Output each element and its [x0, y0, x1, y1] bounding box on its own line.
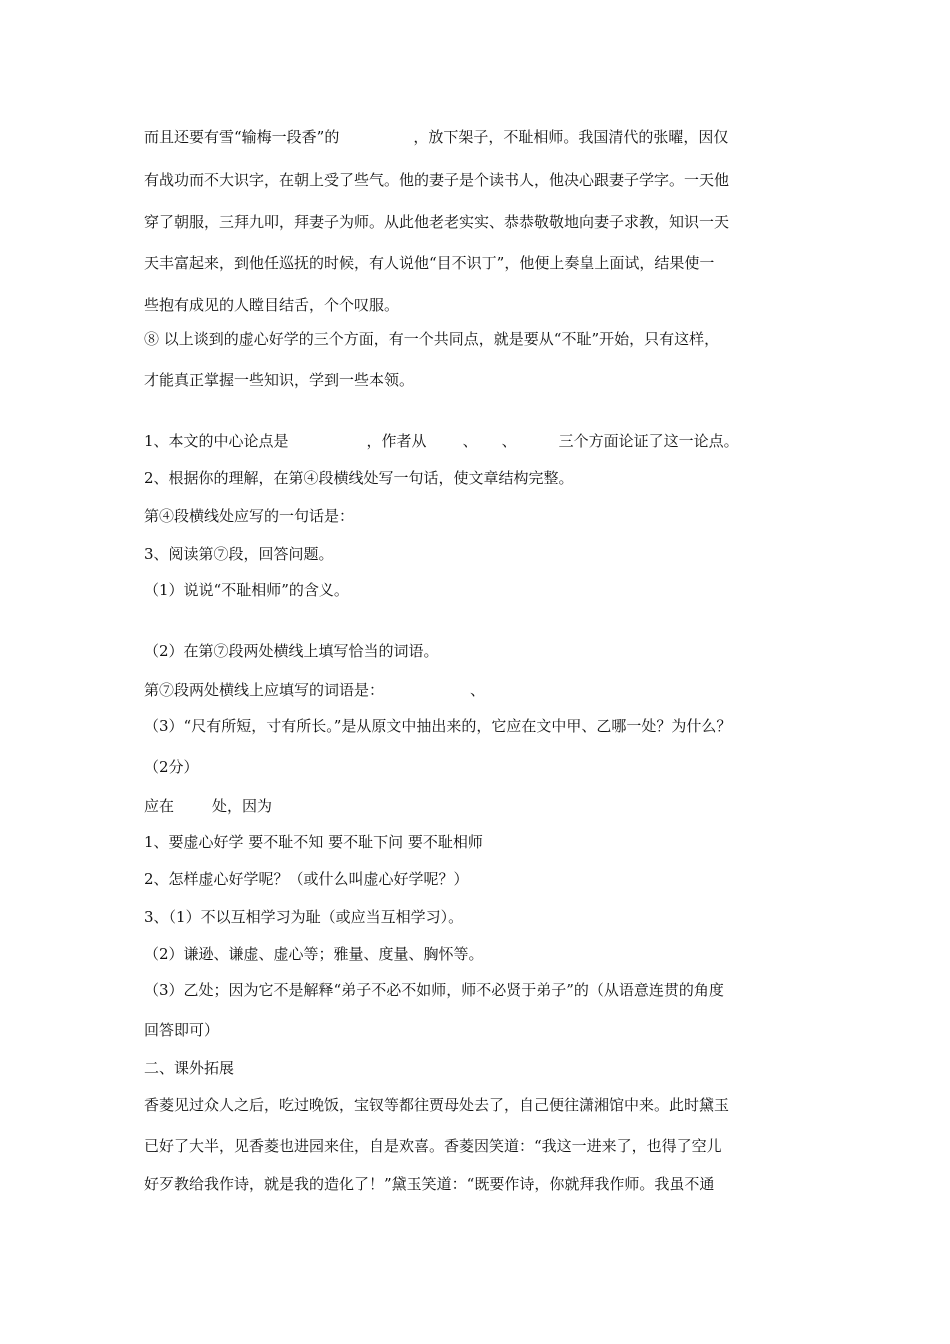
- question-3-3-score: （2分）: [144, 758, 199, 776]
- question-1: 1、本文的中心论点是 ，作者从 、 、 三个方面论证了这一论点。: [144, 432, 739, 450]
- answer-2: 2、怎样虚心好学呢？（或什么叫虚心好学呢？）: [144, 870, 469, 888]
- question-2: 2、根据你的理解，在第④段横线处写一句话，使文章结构完整。: [144, 469, 574, 487]
- paragraph-7-line-2: 有战功而不大识字，在朝上受了些气。他的妻子是个读书人，他决心跟妻子学字。一天他: [144, 171, 730, 189]
- section-heading: 二、课外拓展: [144, 1059, 235, 1077]
- paragraph-7-line-5: 些抱有成见的人瞠目结舌，个个叹服。: [144, 296, 400, 314]
- answer-3-3-line-2: 回答即可）: [144, 1021, 220, 1039]
- answer-1: 1、要虚心好学 要不耻不知 要不耻下问 要不耻相师: [144, 833, 483, 851]
- question-3-1: （1）说说“不耻相师”的含义。: [144, 581, 349, 599]
- answer-3-3-line-1: （3）乙处；因为它不是解释“弟子不必不如师，师不必贤于弟子”的（从语意连贯的角度: [144, 981, 724, 999]
- paragraph-8-line-1: ⑧ 以上谈到的虚心好学的三个方面，有一个共同点，就是要从“不耻”开始，只有这样，: [144, 330, 720, 348]
- paragraph-7-line-4: 天丰富起来，到他任巡抚的时候，有人说他“目不识丁”，他便上奏皇上面试，结果使一: [144, 254, 715, 272]
- answer-3-2: （2）谦逊、谦虚、虚心等；雅量、度量、胸怀等。: [144, 945, 484, 963]
- answer-3-1: 3、（1）不以互相学习为耻（或应当互相学习）。: [144, 908, 464, 926]
- question-2-answer-prompt: 第④段横线处应写的一句话是：: [144, 507, 355, 525]
- question-3-2: （2）在第⑦段两处横线上填写恰当的词语。: [144, 642, 439, 660]
- question-3-3-prompt: 应在 处，因为: [144, 797, 273, 815]
- question-3-2-prompt: 第⑦段两处横线上应填写的词语是： 、: [144, 681, 486, 699]
- paragraph-8-line-2: 才能真正掌握一些知识，学到一些本领。: [144, 371, 415, 389]
- extension-line-3: 好歹教给我作诗，就是我的造化了！”黛玉笑道：“既要作诗，你就拜我作师。我虽不通: [144, 1175, 715, 1193]
- question-3: 3、阅读第⑦段，回答问题。: [144, 545, 334, 563]
- paragraph-7-line-1: 而且还要有雪“输梅一段香”的 ，放下架子，不耻相师。我国清代的张曜，因仅: [144, 128, 729, 146]
- extension-line-2: 已好了大半，见香菱也进园来住，自是欢喜。香菱因笑道：“我这一进来了，也得了空儿: [144, 1137, 722, 1155]
- extension-line-1: 香菱见过众人之后，吃过晚饭，宝钗等都往贾母处去了，自己便往潇湘馆中来。此时黛玉: [144, 1096, 730, 1114]
- question-3-3: （3）“尺有所短，寸有所长。”是从原文中抽出来的，它应在文中甲、乙哪一处？为什么？: [144, 717, 732, 735]
- paragraph-7-line-3: 穿了朝服，三拜九叩，拜妻子为师。从此他老老实实、恭恭敬敬地向妻子求教，知识一天: [144, 213, 730, 231]
